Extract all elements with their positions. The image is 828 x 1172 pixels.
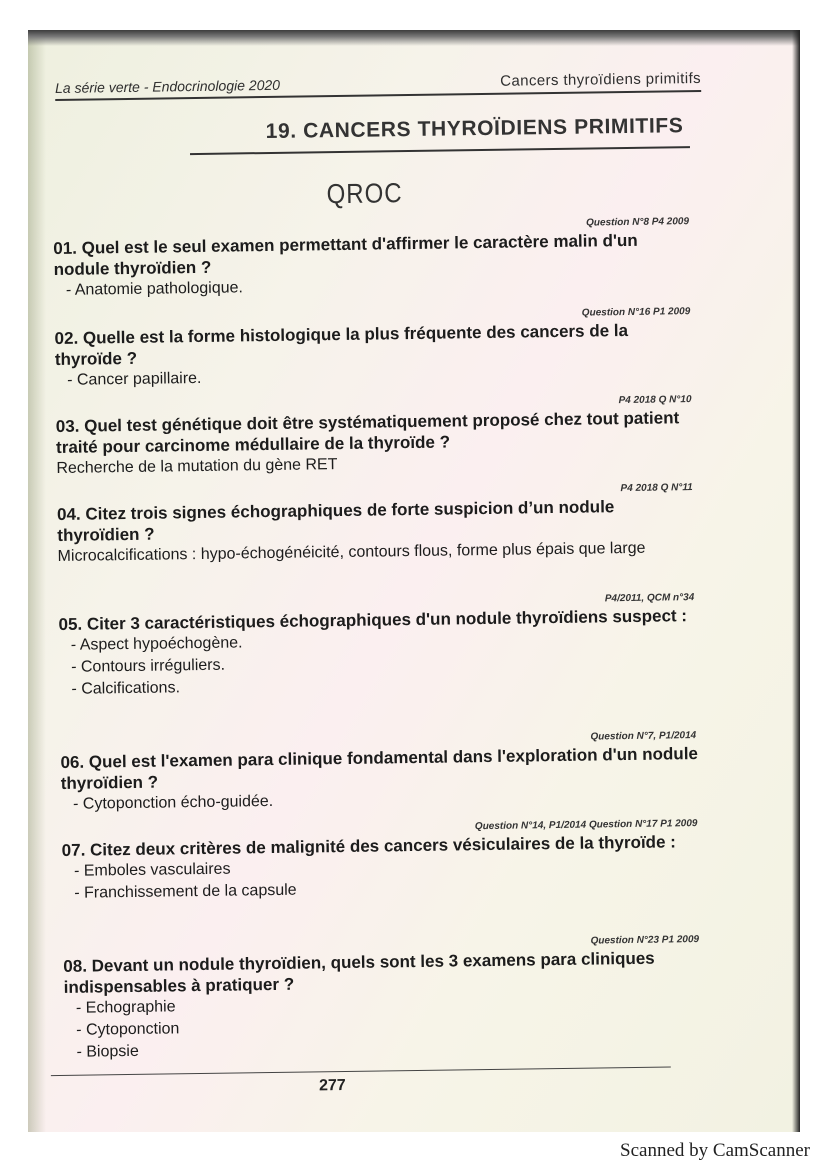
qa-item-06 — [60, 730, 701, 816]
answer-text: - Aspect hypoéchogène. — [70, 634, 243, 654]
question-text: 03. Quel test génétique doit être systématiquement proposé chez tout patient traité pour carcinome médullaire de la thyroïde ? — [55, 408, 680, 457]
qa-item-04 — [57, 482, 698, 568]
section-title: QROC — [326, 178, 403, 211]
question-reference: Question N°23 P1 2009 — [590, 934, 700, 947]
question-reference: P4 2018 Q N°10 — [618, 394, 692, 407]
qa-item-07 — [61, 818, 702, 905]
running-header — [55, 70, 701, 101]
answer-text: - Cytoponction écho-guidée. — [72, 792, 274, 813]
question-reference: Question N°14, P1/2014 Question N°17 P1 2009 — [474, 818, 698, 833]
header-book-title: La série verte - Endocrinologie 2020 — [54, 76, 281, 96]
qa-item-01 — [53, 216, 694, 302]
answer-text: - Emboles vasculaires — [73, 860, 231, 880]
question-text: 08. Devant un nodule thyroïdien, quels sont les 3 examens para cliniques indispensables à pratiquer ? — [63, 948, 655, 997]
qa-item-08 — [63, 934, 705, 1064]
answer-text: - Echographie — [75, 998, 176, 1017]
qa-item-05 — [58, 592, 699, 701]
answer-text: - Franchissement de la capsule — [74, 881, 297, 902]
answer-text: - Cytoponction — [76, 1020, 180, 1039]
chapter-title: 19. CANCERS THYROÏDIENS PRIMITIFS — [265, 114, 684, 144]
qa-item-02 — [54, 306, 695, 392]
question-reference: P4 2018 Q N°11 — [620, 482, 693, 495]
answer-text: Microcalcifications : hypo-échogénéicité, contours flous, forme plus épais que large — [57, 539, 646, 565]
question-text: 05. Citer 3 caractéristiques échographiques d'un nodule thyroïdiens suspect : — [58, 606, 688, 634]
question-reference: Question N°7, P1/2014 — [590, 730, 697, 743]
question-text: 06. Quel est l'examen para clinique fondamental dans l'exploration d'un nodule thyroïdien ? — [60, 744, 699, 793]
question-text: 07. Citez deux critères de malignité des cancers vésiculaires de la thyroïde : — [61, 832, 676, 860]
chapter-divider — [190, 146, 690, 155]
question-reference: Question N°8 P4 2009 — [586, 216, 690, 229]
answer-text: - Calcifications. — [71, 679, 181, 698]
qa-item-03 — [55, 394, 696, 480]
footer-divider — [51, 1066, 671, 1076]
question-reference: Question N°16 P1 2009 — [581, 306, 691, 319]
header-chapter-name: Cancers thyroïdiens primitifs — [500, 69, 702, 90]
scanner-watermark: Scanned by CamScanner — [620, 1140, 810, 1161]
answer-text: - Biopsie — [76, 1042, 139, 1061]
scanned-page — [28, 30, 800, 1132]
question-text: 04. Citez trois signes échographiques de forte suspicion d’un nodule thyroïdien ? — [56, 497, 615, 545]
question-text: 01. Quel est le seul examen permettant d'affirmer le caractère malin d'un nodule thyroïdien ? — [53, 230, 638, 280]
answer-text: - Anatomie pathologique. — [65, 279, 244, 299]
page-content — [28, 30, 800, 1132]
question-text: 02. Quelle est la forme histologique la plus fréquente des cancers de la thyroïde ? — [54, 320, 629, 369]
page-number: 277 — [318, 1077, 346, 1095]
answer-text: Recherche de la mutation du gène RET — [56, 456, 338, 477]
answer-text: - Cancer papillaire. — [67, 369, 202, 389]
question-reference: P4/2011, QCM n°34 — [604, 592, 695, 605]
answer-text: - Contours irréguliers. — [71, 656, 226, 676]
